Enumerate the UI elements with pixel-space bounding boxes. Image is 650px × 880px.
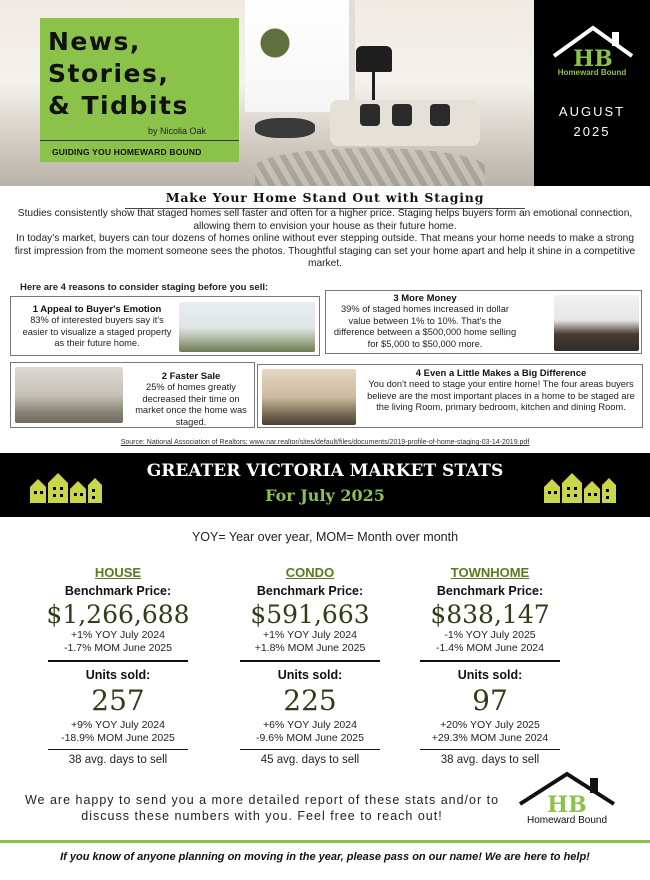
reason-title: 2 Faster Sale	[161, 371, 221, 382]
staged-lounge-image	[15, 367, 123, 423]
market-stats-title: GREATER VICTORIA MARKET STATS	[146, 461, 504, 481]
market-stats-banner	[0, 453, 650, 517]
stats-column-house	[28, 565, 208, 766]
logo-brand-name: Homeward Bound	[526, 815, 608, 826]
benchmark-price: $1,266,688	[46, 600, 190, 629]
footer-message: If you know of anyone planning on moving in the year, please pass on our name! We are here to help!	[60, 851, 590, 863]
reasons-heading: Here are 4 reasons to consider staging before you sell:	[20, 282, 269, 293]
units-label: Units sold:	[277, 668, 343, 682]
footer-divider	[0, 840, 650, 843]
svg-text:HB: HB	[547, 792, 587, 818]
units-yoy: +20% YOY July 2025	[440, 719, 540, 731]
reason-body: 83% of interested buyers say it's easier to visualize a staged property as their future home.	[22, 315, 172, 348]
photo-plant	[250, 18, 300, 68]
units-mom: +29.3% MOM June 2024	[431, 732, 549, 744]
price-mom: -1.4% MOM June 2024	[436, 642, 544, 654]
property-type: HOUSE	[94, 565, 142, 580]
reason-title: 1 Appeal to Buyer's Emotion	[32, 304, 162, 315]
issue-year: 2025	[573, 124, 611, 139]
reason-card-faster-sale	[10, 362, 255, 428]
stats-column-condo	[220, 565, 400, 766]
market-stats-period: For July 2025	[265, 486, 385, 505]
staged-bedroom-image	[262, 369, 356, 425]
divider	[420, 749, 560, 750]
reason-card-big-difference	[257, 364, 643, 428]
benchmark-label: Benchmark Price:	[436, 584, 544, 598]
tagline: GUIDING YOU HOMEWARD BOUND	[52, 147, 202, 157]
staged-kitchen-image	[554, 295, 639, 351]
divider	[240, 660, 380, 662]
staged-living-room-image	[179, 302, 315, 352]
units-sold: 257	[91, 684, 145, 717]
divider	[48, 749, 188, 750]
benchmark-price: $591,663	[250, 600, 370, 629]
units-yoy: +6% YOY July 2024	[263, 719, 357, 731]
units-mom: -9.6% MOM June 2025	[256, 732, 364, 744]
brand-name: Homeward Bound	[557, 68, 627, 77]
staging-intro: Studies consistently show that staged homes sell faster and often for a higher price. Staging helps buyers form an emotional connection, allowing them to envision your house as their future home. In today’s market, buyers can tour dozens of homes online without ever stepping outside. That means your home needs to make a strong first impression from the moment someone sees the photos. Thoughtful staging can set your home apart and help it shine in a competitive market.	[14, 208, 636, 270]
reason-card-emotion	[10, 296, 320, 356]
masthead-title: News, Stories, & Tidbits	[48, 27, 189, 120]
units-label: Units sold:	[457, 668, 523, 682]
source-link[interactable]: Source: National Association of Realtors: www.nar.realtor/sites/default/files/documents/2019-profile-of-home-staging-03-14-2019.pdf	[120, 439, 530, 446]
reason-card-money	[325, 290, 642, 354]
units-sold: 97	[472, 684, 508, 717]
reason-title: 3 More Money	[393, 293, 457, 304]
reason-body: You don't need to stage your entire home! The four areas buyers believe are the most important places in a home to be staged are the living Room, primary bedroom, kitchen and dining Room.	[367, 379, 635, 412]
divider	[240, 749, 380, 750]
byline: by Nicolia Oak	[148, 126, 207, 136]
newsletter-header	[0, 0, 650, 186]
photo-lamp	[356, 46, 392, 72]
benchmark-label: Benchmark Price:	[64, 584, 172, 598]
divider	[420, 660, 560, 662]
tagline-box	[40, 140, 239, 162]
photo-rug	[255, 148, 485, 186]
stats-column-townhome	[400, 565, 580, 766]
staging-heading: Make Your Home Stand Out with Staging	[0, 190, 650, 209]
units-label: Units sold:	[85, 668, 151, 682]
price-yoy: -1% YOY July 2025	[444, 629, 536, 641]
divider	[48, 660, 188, 662]
units-mom: -18.9% MOM June 2025	[61, 732, 175, 744]
price-mom: -1.7% MOM June 2025	[64, 642, 172, 654]
avg-days-to-sell: 38 avg. days to sell	[440, 754, 540, 766]
photo-pillow	[360, 104, 380, 126]
benchmark-price: $838,147	[430, 600, 550, 629]
avg-days-to-sell: 45 avg. days to sell	[260, 754, 360, 766]
closing-message: We are happy to send you a more detailed report of these stats and/or to discuss these numbers with you. Feel free to reach out!	[24, 793, 500, 823]
avg-days-to-sell: 38 avg. days to sell	[68, 754, 168, 766]
reason-title: 4 Even a Little Makes a Big Difference	[415, 368, 587, 379]
photo-pillow	[392, 104, 412, 126]
price-yoy: +1% YOY July 2024	[71, 629, 165, 641]
price-mom: +1.8% MOM June 2025	[254, 642, 366, 654]
reason-body: 25% of homes greatly decreased their time on market once the home was staged.	[135, 382, 247, 427]
issue-month: AUGUST	[558, 104, 626, 119]
reason-body: 39% of staged homes increased in dollar value between 1% to 10%. That's the difference between a $500,000 home selling for $5,000 to $50,000 more.	[333, 304, 517, 349]
price-yoy: +1% YOY July 2024	[263, 629, 357, 641]
houses-icon	[542, 469, 618, 503]
units-sold: 225	[283, 684, 337, 717]
property-type: TOWNHOME	[450, 565, 530, 580]
photo-coffee-table	[255, 118, 315, 138]
abbreviation-legend: YOY= Year over year, MOM= Month over month	[191, 530, 459, 544]
property-type: CONDO	[285, 565, 335, 580]
svg-text:HB: HB	[573, 46, 613, 72]
photo-pillow	[430, 104, 450, 126]
benchmark-label: Benchmark Price:	[256, 584, 364, 598]
units-yoy: +9% YOY July 2024	[71, 719, 165, 731]
brand-panel	[534, 0, 650, 186]
